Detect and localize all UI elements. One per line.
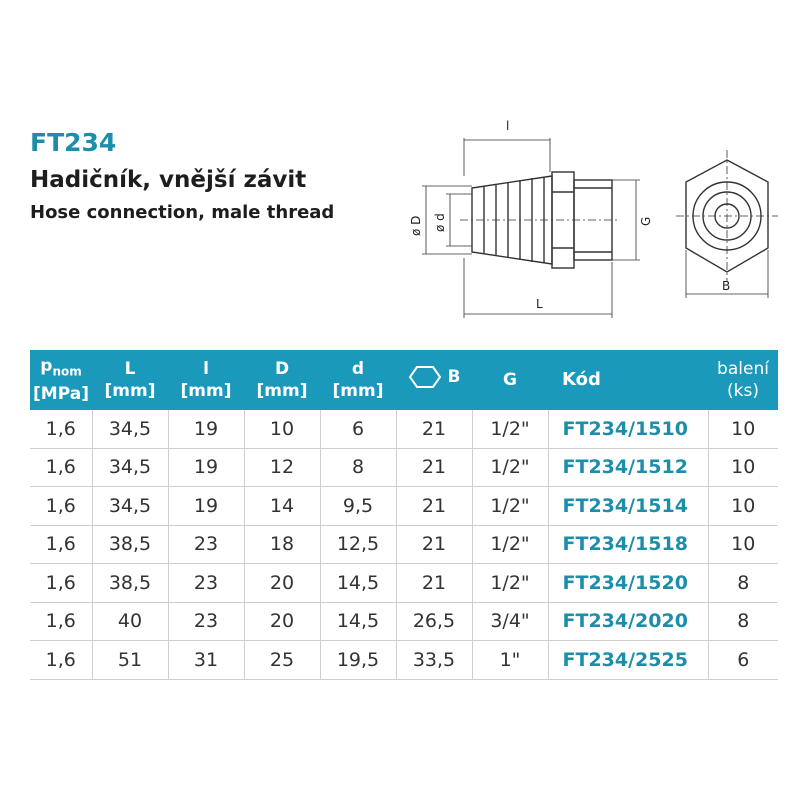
cell-G: 1" <box>472 641 548 680</box>
cell-baleni: 10 <box>708 410 778 448</box>
header-kod <box>548 350 708 410</box>
cell-l: 19 <box>168 410 244 448</box>
cell-kod: FT234/2525 <box>548 641 708 680</box>
cell-G: 1/2" <box>472 410 548 448</box>
cell-L: 34,5 <box>92 448 168 487</box>
table-row <box>30 410 778 448</box>
cell-B: 26,5 <box>396 602 472 641</box>
cell-baleni: 10 <box>708 487 778 526</box>
hexagon-icon <box>408 365 442 389</box>
cell-l: 31 <box>168 641 244 680</box>
cell-D: 20 <box>244 602 320 641</box>
cell-G: 1/2" <box>472 564 548 603</box>
label-B: B <box>722 279 731 293</box>
header-l <box>168 350 244 410</box>
cell-L: 40 <box>92 602 168 641</box>
L-label: L <box>124 359 136 379</box>
cell-D: 12 <box>244 448 320 487</box>
cell-pnom: 1,6 <box>30 641 92 680</box>
cell-B: 33,5 <box>396 641 472 680</box>
cell-B: 21 <box>396 564 472 603</box>
product-code: FT234 <box>30 128 117 157</box>
cell-l: 23 <box>168 602 244 641</box>
label-L: L <box>536 297 543 311</box>
cell-baleni: 8 <box>708 602 778 641</box>
cell-G: 3/4" <box>472 602 548 641</box>
table-row <box>30 487 778 526</box>
pnom-sub: nom <box>52 364 82 379</box>
cell-B: 21 <box>396 525 472 564</box>
d-label: d <box>351 359 365 379</box>
cell-pnom: 1,6 <box>30 525 92 564</box>
cell-G: 1/2" <box>472 487 548 526</box>
cell-d: 6 <box>320 410 396 448</box>
cell-pnom: 1,6 <box>30 487 92 526</box>
cell-kod: FT234/1514 <box>548 487 708 526</box>
cell-kod: FT234/1520 <box>548 564 708 603</box>
technical-drawing <box>400 110 790 330</box>
pnom-unit: [MPa] <box>33 383 89 404</box>
cell-baleni: 10 <box>708 525 778 564</box>
cell-kod: FT234/1518 <box>548 525 708 564</box>
baleni-unit: (ks) <box>727 381 759 401</box>
cell-d: 19,5 <box>320 641 396 680</box>
D-unit: [mm] <box>256 381 308 401</box>
cell-L: 34,5 <box>92 487 168 526</box>
cell-D: 20 <box>244 564 320 603</box>
cell-d: 14,5 <box>320 602 396 641</box>
cell-L: 38,5 <box>92 525 168 564</box>
cell-kod: FT234/1510 <box>548 410 708 448</box>
header-d <box>320 350 396 410</box>
baleni-label: balení <box>717 359 769 379</box>
header-L <box>92 350 168 410</box>
kod-label: Kód <box>562 369 601 390</box>
cell-pnom: 1,6 <box>30 564 92 603</box>
cell-B: 21 <box>396 487 472 526</box>
label-d: ø d <box>433 213 447 232</box>
cell-l: 23 <box>168 525 244 564</box>
cell-baleni: 8 <box>708 564 778 603</box>
cell-B: 21 <box>396 448 472 487</box>
label-G: G <box>639 216 653 226</box>
cell-d: 9,5 <box>320 487 396 526</box>
product-title-cz: Hadičník, vnější závit <box>30 167 307 193</box>
table-row <box>30 564 778 603</box>
product-title-en: Hose connection, male thread <box>30 202 335 223</box>
cell-D: 14 <box>244 487 320 526</box>
table-row <box>30 525 778 564</box>
cell-pnom: 1,6 <box>30 448 92 487</box>
cell-L: 38,5 <box>92 564 168 603</box>
header-pnom <box>30 350 92 410</box>
l-unit: [mm] <box>180 381 232 401</box>
spec-table <box>30 350 778 680</box>
table-row <box>30 448 778 487</box>
cell-baleni: 10 <box>708 448 778 487</box>
header-G <box>472 350 548 410</box>
cell-l: 19 <box>168 487 244 526</box>
cell-d: 12,5 <box>320 525 396 564</box>
header-D <box>244 350 320 410</box>
table-row <box>30 602 778 641</box>
header-baleni <box>708 350 778 410</box>
L-unit: [mm] <box>104 381 156 401</box>
cell-L: 34,5 <box>92 410 168 448</box>
d-unit: [mm] <box>332 381 384 401</box>
cell-kod: FT234/1512 <box>548 448 708 487</box>
cell-L: 51 <box>92 641 168 680</box>
cell-pnom: 1,6 <box>30 602 92 641</box>
cell-D: 25 <box>244 641 320 680</box>
cell-D: 10 <box>244 410 320 448</box>
cell-l: 23 <box>168 564 244 603</box>
cell-l: 19 <box>168 448 244 487</box>
cell-pnom: 1,6 <box>30 410 92 448</box>
label-l: l <box>506 119 510 133</box>
table-row <box>30 641 778 680</box>
label-D: ø D <box>409 215 423 236</box>
header-B <box>396 350 472 410</box>
cell-G: 1/2" <box>472 448 548 487</box>
G-label: G <box>503 370 517 390</box>
l-label: l <box>203 359 209 379</box>
cell-kod: FT234/2020 <box>548 602 708 641</box>
cell-d: 14,5 <box>320 564 396 603</box>
cell-baleni: 6 <box>708 641 778 680</box>
cell-B: 21 <box>396 410 472 448</box>
B-label: B <box>447 367 461 387</box>
cell-d: 8 <box>320 448 396 487</box>
table-header-row <box>30 350 778 410</box>
cell-D: 18 <box>244 525 320 564</box>
D-label: D <box>274 359 290 379</box>
pnom-label: p <box>40 356 53 377</box>
cell-G: 1/2" <box>472 525 548 564</box>
